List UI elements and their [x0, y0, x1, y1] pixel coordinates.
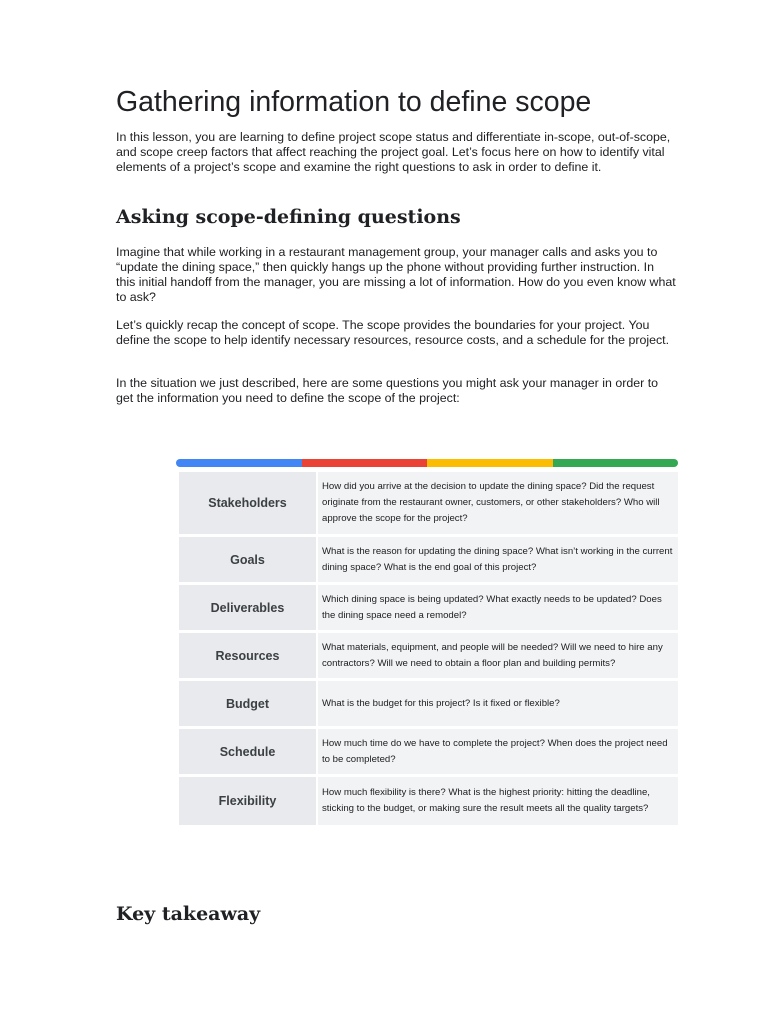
row-question: What is the reason for updating the dining space? What isn’t working in the current dining space? What is the end goal of this project? — [318, 537, 678, 582]
page-title: Gathering information to define scope — [116, 86, 592, 118]
row-question: How much flexibility is there? What is the highest priority: hitting the deadline, sticking to the budget, or making sure the result meets all the quality targets? — [318, 777, 678, 825]
table-row — [176, 777, 678, 825]
row-question: How much time do we have to complete the project? When does the project need to be completed? — [318, 729, 678, 774]
table-row — [176, 472, 678, 534]
table-row — [176, 729, 678, 774]
row-label: Flexibility — [179, 777, 316, 825]
row-question: How did you arrive at the decision to update the dining space? Did the request originate from the restaurant owner, customers, or other stakeholders? Who will approve the scope for the project? — [318, 472, 678, 534]
color-bar-red — [302, 459, 428, 467]
row-label: Stakeholders — [179, 472, 316, 534]
table-row — [176, 585, 678, 630]
row-label: Goals — [179, 537, 316, 582]
row-label: Deliverables — [179, 585, 316, 630]
color-bar — [176, 459, 678, 467]
row-question: What is the budget for this project? Is it fixed or flexible? — [318, 681, 678, 726]
table-row — [176, 537, 678, 582]
row-question: Which dining space is being updated? What exactly needs to be updated? Does the dining space need a remodel? — [318, 585, 678, 630]
scope-questions-table — [176, 459, 678, 828]
table-row — [176, 681, 678, 726]
scope-recap-paragraph: Let’s quickly recap the concept of scope. The scope provides the boundaries for your project. You define the scope to help identify necessary resources, resource costs, and a schedule for the project. — [116, 318, 670, 347]
color-bar-blue — [176, 459, 302, 467]
row-label: Resources — [179, 633, 316, 678]
color-bar-yellow — [427, 459, 553, 467]
intro-paragraph: In this lesson, you are learning to define project scope status and differentiate in-scope, out-of-scope, and scope creep factors that affect reaching the project goal. Let’s focus here on how to identify vital elements of a project’s scope and examine the right questions to ask in order to define it. — [116, 130, 671, 174]
row-label: Schedule — [179, 729, 316, 774]
color-bar-green — [553, 459, 679, 467]
table-row — [176, 633, 678, 678]
row-question: What materials, equipment, and people will be needed? Will we need to hire any contractors? Will we need to obtain a floor plan and building permits? — [318, 633, 678, 678]
section-heading-questions: Asking scope-defining questions — [116, 206, 461, 228]
questions-intro-paragraph: In the situation we just described, here are some questions you might ask your manager in order to get the information you need to define the scope of the project: — [116, 376, 659, 405]
scenario-paragraph: Imagine that while working in a restaurant management group, your manager calls and asks you to “update the dining space,” then quickly hangs up the phone without providing further instruction. In this initial handoff from the manager, you are missing a lot of information. How do you even know what to ask? — [116, 245, 676, 304]
row-label: Budget — [179, 681, 316, 726]
section-heading-takeaway: Key takeaway — [116, 903, 261, 925]
